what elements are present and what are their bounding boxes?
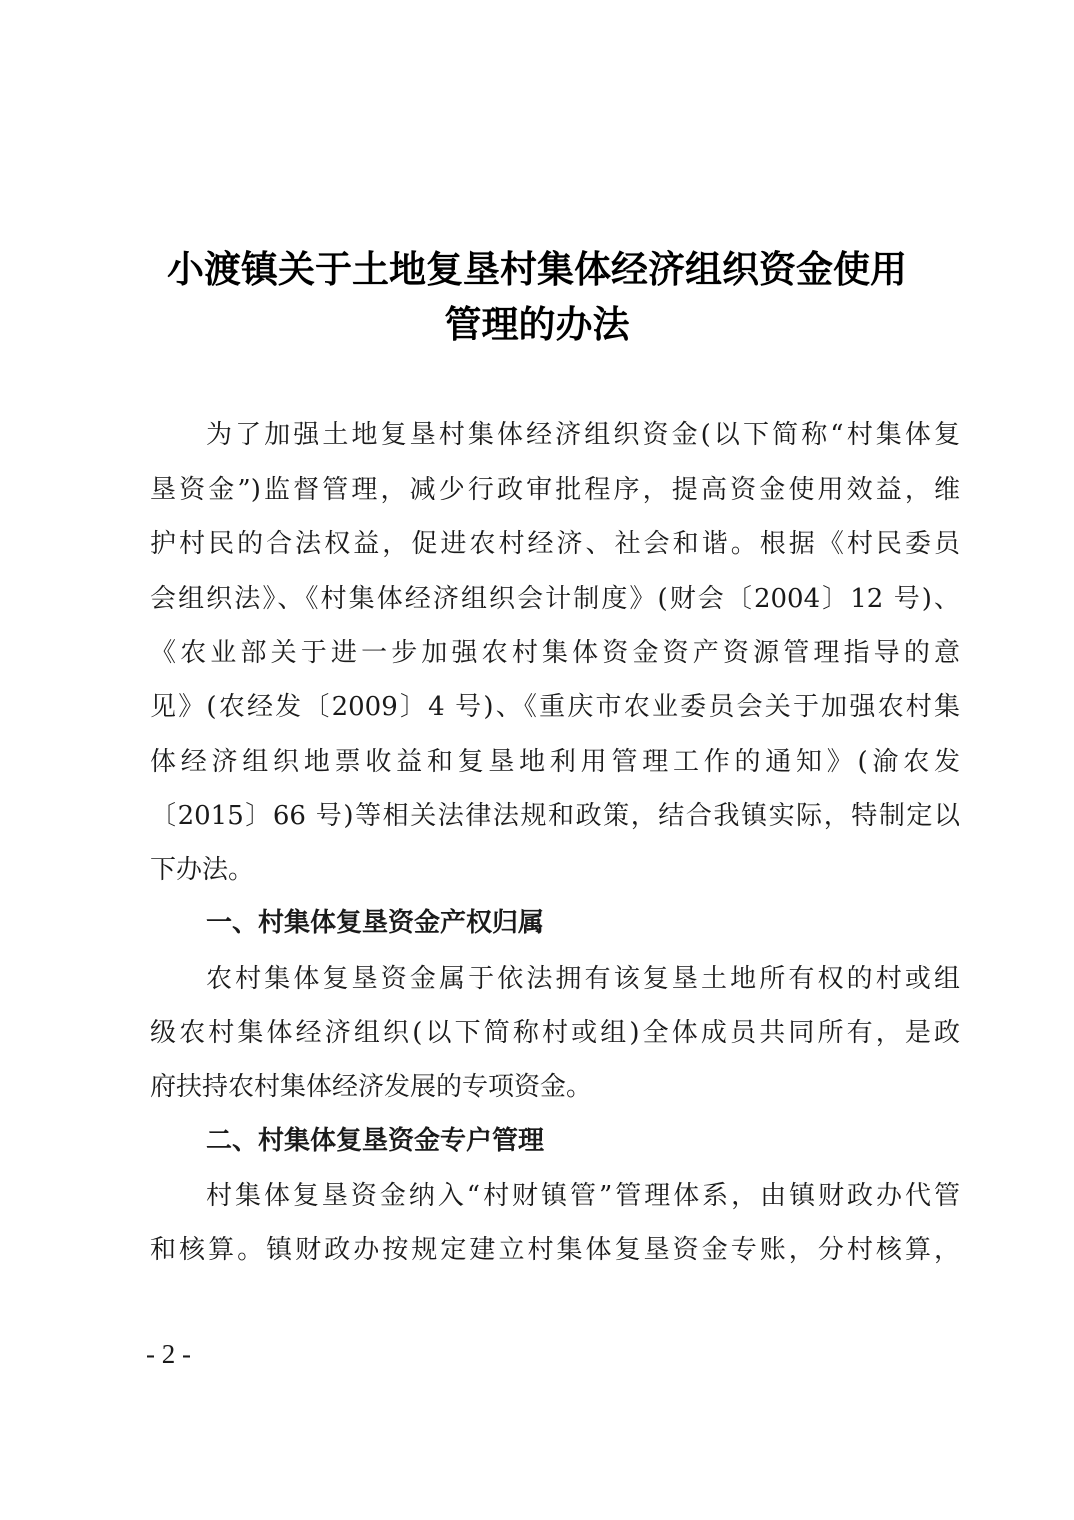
paragraph-line: 级农村集体经济组织(以下简称村或组)全体成员共同所有，是政 bbox=[150, 1018, 960, 1048]
paragraph-line: 垦资金”)监督管理，减少行政审批程序，提高资金使用效益，维 bbox=[150, 475, 960, 505]
paragraph-line: 体经济组织地票收益和复垦地利用管理工作的通知》(渝农发 bbox=[150, 747, 960, 777]
paragraph-line: 下办法。 bbox=[150, 855, 255, 885]
paragraph-line: 〔2015〕66 号)等相关法律法规和政策，结合我镇实际，特制定以 bbox=[150, 801, 960, 831]
paragraph-line: 农村集体复垦资金属于依法拥有该复垦土地所有权的村或组 bbox=[206, 964, 960, 994]
paragraph-line: 府扶持农村集体经济发展的专项资金。 bbox=[150, 1072, 593, 1102]
page-number: - 2 - bbox=[146, 1339, 191, 1369]
paragraph-line: 为了加强土地复垦村集体经济组织资金(以下简称“村集体复 bbox=[206, 420, 960, 450]
paragraph-line: 和核算。镇财政办按规定建立村集体复垦资金专账，分村核算， bbox=[150, 1235, 960, 1265]
document-title-line-1: 小渡镇关于土地复垦村集体经济组织资金使用 bbox=[167, 248, 907, 291]
paragraph-line: 村集体复垦资金纳入“村财镇管”管理体系，由镇财政办代管 bbox=[206, 1181, 960, 1211]
document-title-line-2: 管理的办法 bbox=[444, 303, 630, 346]
paragraph-line: 见》(农经发〔2009〕4 号)、《重庆市农业委员会关于加强农村集 bbox=[150, 692, 960, 722]
paragraph-line: 《农业部关于进一步加强农村集体资金资产资源管理指导的意 bbox=[150, 638, 960, 668]
paragraph-line: 护村民的合法权益，促进农村经济、社会和谐。根据《村民委员 bbox=[150, 529, 960, 559]
section-heading-1: 一、村集体复垦资金产权归属 bbox=[206, 908, 545, 938]
paragraph-line: 会组织法》、《村集体经济组织会计制度》(财会〔2004〕12 号)、 bbox=[150, 584, 960, 614]
section-heading-2: 二、村集体复垦资金专户管理 bbox=[206, 1126, 545, 1156]
